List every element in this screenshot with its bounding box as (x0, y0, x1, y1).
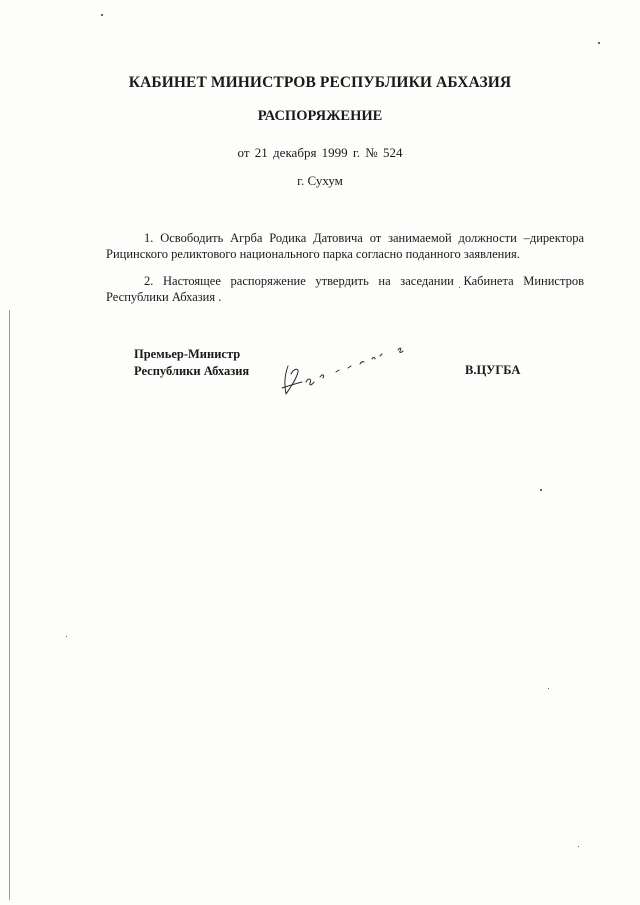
signatory-position (134, 346, 249, 380)
order-item-1 (106, 230, 584, 262)
order-item-1-line-2: Рицинского реликтового национального парка согласно поданного заявления. (106, 247, 520, 261)
scan-edge-artifact (9, 310, 10, 900)
document-city: г. Сухум (297, 173, 343, 188)
scan-speck (540, 489, 542, 491)
order-item-2 (106, 273, 584, 305)
signatory-position-line-2: Республики Абхазия (134, 364, 250, 378)
signature-stroke (380, 354, 382, 356)
signatory-position-line-1: Премьер-Министр (134, 347, 241, 361)
handwritten-signature (276, 344, 416, 400)
signature-stroke (348, 366, 351, 368)
signature-stroke (372, 358, 375, 360)
document-date-number: от 21 декабря 1999 г. № 524 (237, 145, 403, 160)
order-item-1-line-1: 1. Освободить Агрба Родика Датовича от занимаемой должности –директора (144, 231, 584, 245)
organization-title: КАБИНЕТ МИНИСТРОВ РЕСПУБЛИКИ АБХАЗИЯ (128, 74, 512, 91)
scan-speck (101, 14, 103, 16)
signature-stroke (360, 362, 364, 364)
signatory-name: В.ЦУГБА (465, 363, 521, 377)
order-item-2-line-2: Республики Абхазия . (106, 290, 222, 304)
signature-stroke (336, 370, 339, 372)
order-item-2-line-1: 2. Настоящее распоряжение утвердить на заседании Кабинета Министров (144, 274, 584, 288)
document-type: РАСПОРЯЖЕНИЕ (257, 108, 383, 124)
signature-stroke (285, 366, 298, 394)
scan-speck (66, 636, 67, 637)
signature-stroke (320, 375, 324, 378)
scan-speck (548, 688, 549, 689)
scan-speck (578, 846, 579, 847)
signature-stroke (306, 379, 314, 385)
signature-stroke (398, 348, 403, 352)
scan-speck (598, 42, 600, 44)
